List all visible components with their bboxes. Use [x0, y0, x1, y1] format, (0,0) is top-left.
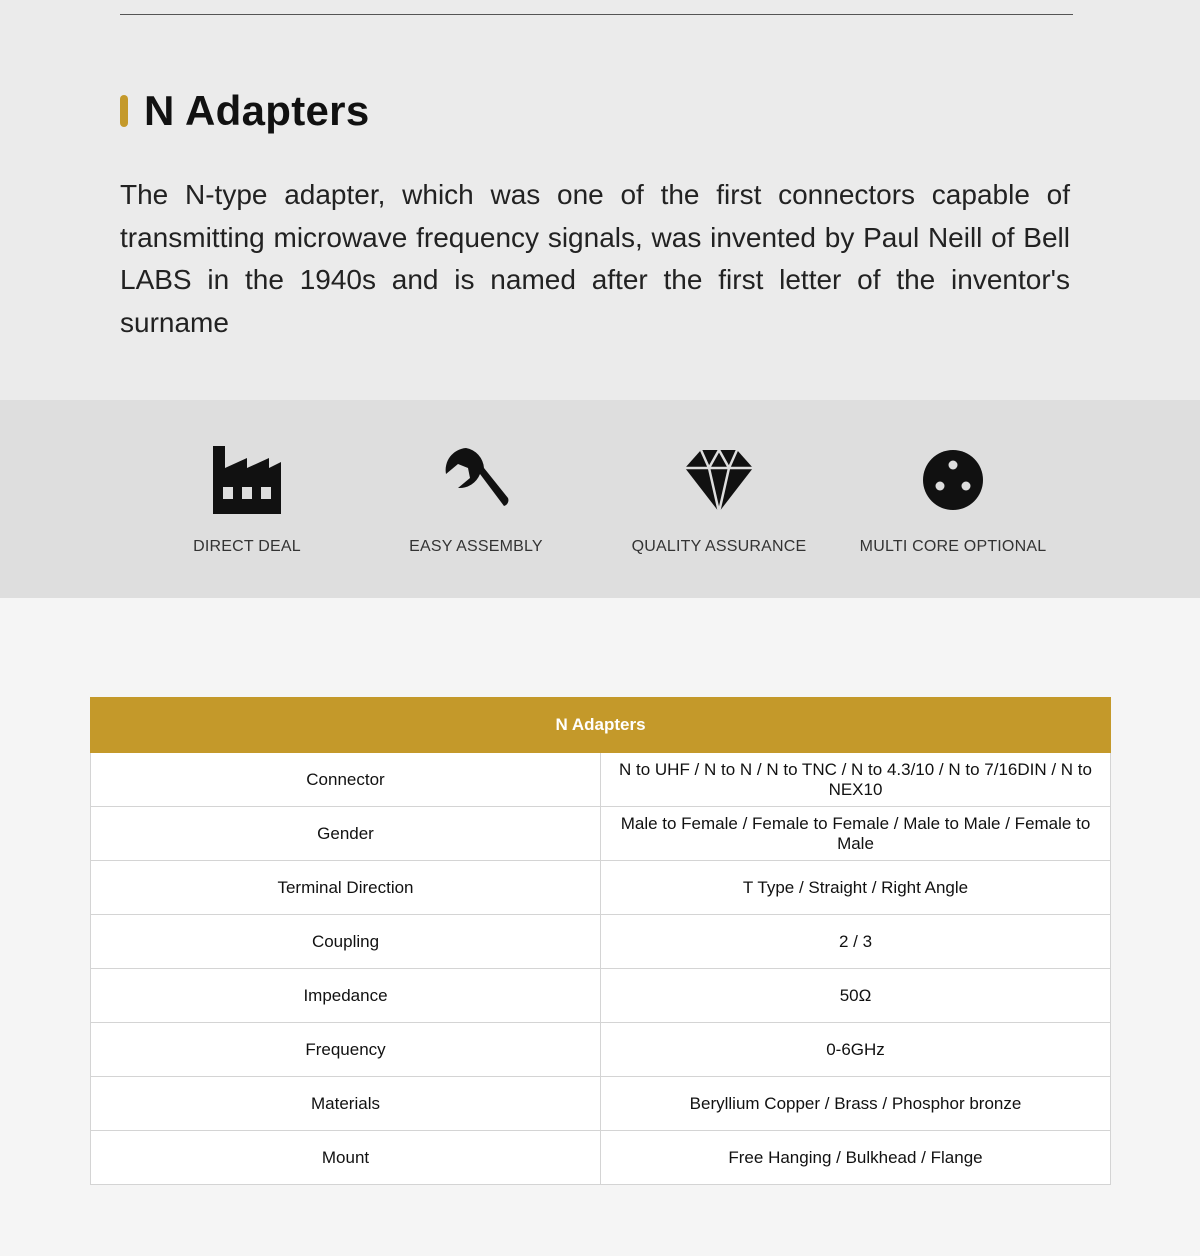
spec-value: Male to Female / Female to Female / Male to Male / Female to Male — [601, 807, 1111, 861]
table-row — [91, 915, 1111, 969]
spec-value: 2 / 3 — [601, 915, 1111, 969]
spec-value: N to UHF / N to N / N to TNC / N to 4.3/10 / N to 7/16DIN / N to NEX10 — [601, 753, 1111, 807]
spec-table-title: N Adapters — [91, 698, 1111, 753]
multi-core-icon — [921, 448, 985, 512]
wrench-icon — [440, 444, 512, 516]
table-row — [91, 1077, 1111, 1131]
feature-label: QUALITY ASSURANCE — [631, 538, 807, 555]
table-row — [91, 807, 1111, 861]
top-divider — [120, 14, 1073, 15]
spec-value: 50Ω — [601, 969, 1111, 1023]
spec-key: Coupling — [91, 915, 601, 969]
spec-key: Impedance — [91, 969, 601, 1023]
spec-value: Free Hanging / Bulkhead / Flange — [601, 1131, 1111, 1185]
page-title: N Adapters — [144, 87, 370, 134]
feature-label: DIRECT DEAL — [193, 538, 301, 555]
table-row — [91, 753, 1111, 807]
table-row — [91, 969, 1111, 1023]
spec-key: Mount — [91, 1131, 601, 1185]
section-heading — [120, 84, 370, 138]
spec-value: 0-6GHz — [601, 1023, 1111, 1077]
spec-key: Materials — [91, 1077, 601, 1131]
table-row — [91, 861, 1111, 915]
feature-label: EASY ASSEMBLY — [409, 538, 543, 555]
features-strip — [0, 400, 1200, 598]
spec-value: Beryllium Copper / Brass / Phosphor bronze — [601, 1077, 1111, 1131]
spec-key: Terminal Direction — [91, 861, 601, 915]
feature-multi-core — [833, 440, 1073, 556]
intro-section — [0, 0, 1200, 400]
spec-table — [90, 697, 1111, 1185]
diamond-icon — [683, 444, 755, 516]
feature-label: MULTI CORE OPTIONAL — [859, 538, 1047, 555]
feature-direct-deal — [127, 440, 367, 556]
factory-icon — [211, 444, 283, 516]
table-row — [91, 1131, 1111, 1185]
spec-key: Gender — [91, 807, 601, 861]
title-accent-bar — [120, 95, 128, 127]
spec-value: T Type / Straight / Right Angle — [601, 861, 1111, 915]
feature-easy-assembly — [356, 440, 596, 556]
intro-description: The N-type adapter, which was one of the first connectors capable of transmitting microwave frequency signals, was invented by Paul Neill of Bell LABS in the 1940s and is named after the first letter of the inventor's surname — [120, 179, 1070, 338]
spec-key: Frequency — [91, 1023, 601, 1077]
spec-key: Connector — [91, 753, 601, 807]
table-row — [91, 1023, 1111, 1077]
feature-quality-assurance — [599, 440, 839, 556]
